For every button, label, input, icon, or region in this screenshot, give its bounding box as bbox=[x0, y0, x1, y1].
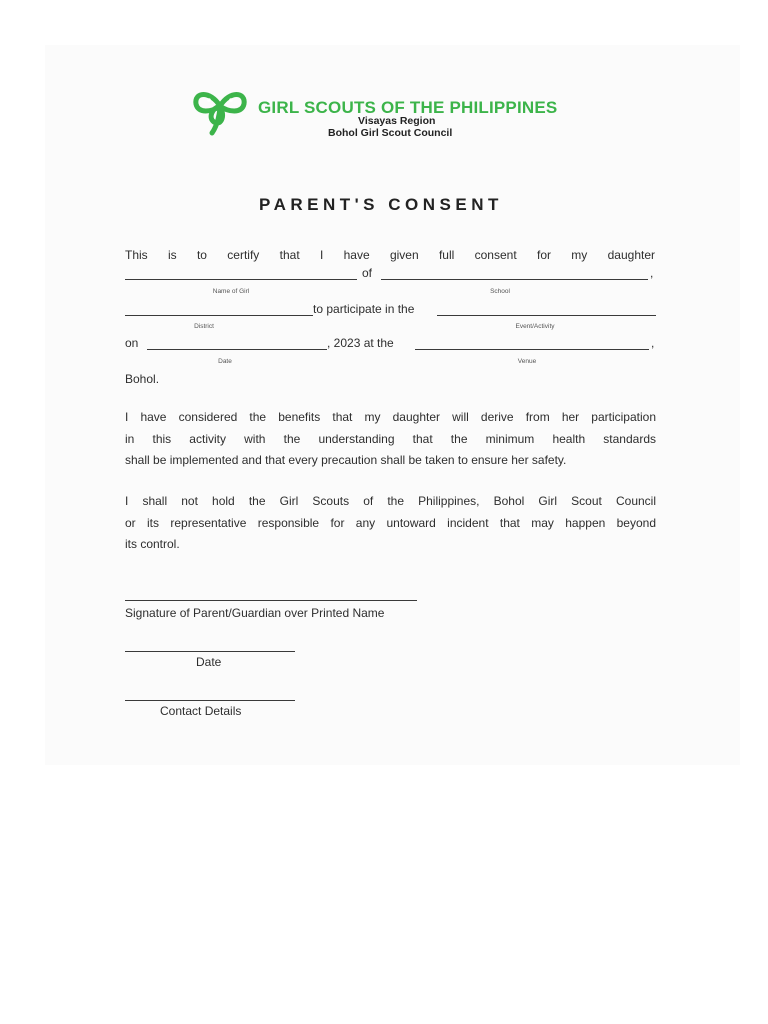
caption-event-activity: Event/Activity bbox=[515, 323, 555, 330]
page-title: PARENT'S CONSENT bbox=[259, 195, 503, 214]
benefits-paragraph bbox=[125, 407, 656, 472]
benefits-line-2: in this activity with the understanding that the minimum health standards bbox=[125, 431, 656, 446]
venue-field[interactable] bbox=[415, 349, 649, 350]
on-label: on bbox=[125, 336, 139, 350]
event-activity-field[interactable] bbox=[437, 315, 656, 316]
name-of-girl-field[interactable] bbox=[125, 279, 357, 280]
council-name: Bohol Girl Scout Council bbox=[328, 127, 453, 139]
benefits-line-3: shall be implemented and that every precaution shall be taken to ensure her safety. bbox=[125, 453, 567, 467]
consent-intro: This is to certify that I have given full consent for my daughter bbox=[125, 248, 655, 262]
district-field[interactable] bbox=[125, 315, 313, 316]
caption-school: School bbox=[490, 288, 510, 295]
year-at-label: , 2023 at the bbox=[327, 336, 394, 350]
liability-line-1: I shall not hold the Girl Scouts of the Philippines, Bohol Girl Scout Council bbox=[125, 494, 656, 508]
benefits-line-1: I have considered the benefits that my daughter will derive from her participation bbox=[125, 410, 656, 424]
liability-paragraph bbox=[125, 491, 656, 556]
date-field[interactable] bbox=[147, 349, 327, 350]
region-name: Visayas Region bbox=[358, 115, 436, 127]
contact-details-field[interactable] bbox=[125, 700, 295, 701]
contact-details-label: Contact Details bbox=[160, 704, 242, 718]
comma-label-2: , bbox=[651, 336, 655, 350]
org-name: GIRL SCOUTS OF THE PHILIPPINES bbox=[258, 98, 558, 117]
bohol-label: Bohol. bbox=[125, 372, 160, 386]
caption-date: Date bbox=[218, 358, 232, 365]
trefoil-icon bbox=[190, 78, 250, 136]
document-sheet bbox=[45, 45, 740, 765]
parent-signature-field[interactable] bbox=[125, 600, 417, 601]
of-label: of bbox=[362, 266, 373, 280]
liability-line-2: or its representative responsible for any untoward incident that may happen beyond bbox=[125, 515, 656, 530]
participate-label: to participate in the bbox=[313, 302, 415, 316]
caption-name-of-girl: Name of Girl bbox=[212, 288, 250, 295]
comma-label: , bbox=[650, 266, 654, 280]
caption-district: District bbox=[194, 323, 214, 330]
signature-date-field[interactable] bbox=[125, 651, 295, 652]
caption-venue: Venue bbox=[517, 358, 537, 365]
school-field[interactable] bbox=[381, 279, 648, 280]
liability-line-3: its control. bbox=[125, 537, 180, 551]
signature-date-label: Date bbox=[196, 655, 222, 669]
parent-signature-label: Signature of Parent/Guardian over Printed Name bbox=[125, 606, 385, 620]
